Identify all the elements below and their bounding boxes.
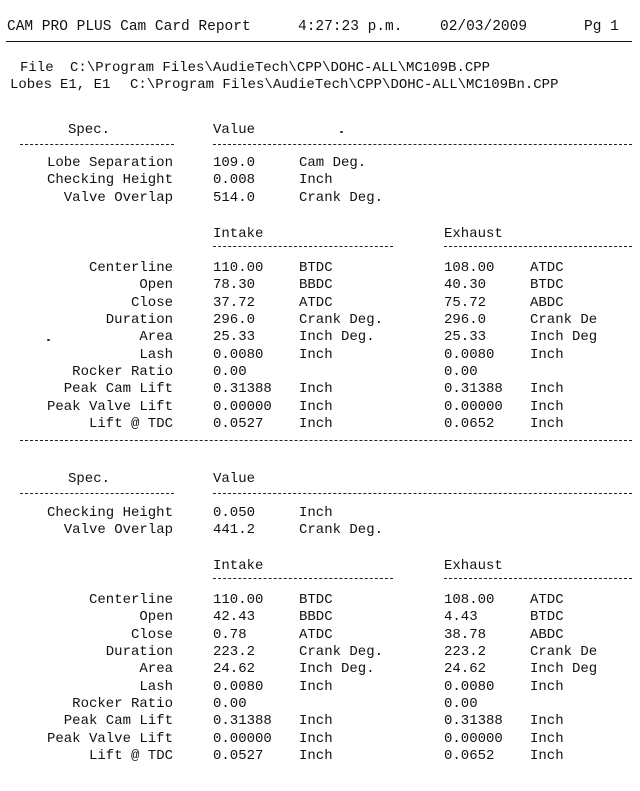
report-time: 4:27:23 p.m. (298, 19, 403, 35)
intake-unit: BTDC (299, 592, 333, 608)
intake-unit: Inch (299, 381, 333, 398)
report-date: 02/03/2009 (440, 19, 528, 35)
param-label: Duration (105, 312, 173, 329)
spec-label: Checking Height (46, 505, 173, 521)
param-label: Duration (105, 644, 173, 661)
lobes-label: Lobes (10, 77, 53, 93)
exhaust-unit: Inch (530, 416, 564, 433)
param-label: Rocker Ratio (72, 364, 173, 381)
intake-unit: Inch (299, 346, 333, 363)
exhaust-unit: Inch (530, 730, 564, 747)
intake-value: 0.0527 (213, 748, 264, 765)
param-label: Lift @ TDC (88, 416, 173, 433)
file-path: C:\Program Files\AudieTech\CPP\DOHC-ALL\MC109B.CPP (70, 60, 491, 76)
section-end-rule (20, 440, 632, 441)
intake-header: Intake (213, 558, 264, 574)
exhaust-value: 0.31388 (444, 381, 503, 398)
param-label: Open (139, 609, 173, 626)
exhaust-value: 38.78 (444, 626, 487, 643)
header-rule (6, 41, 632, 42)
exhaust-value: 0.00 (444, 696, 478, 713)
param-label: Peak Valve Lift (46, 730, 173, 747)
exhaust-value: 24.62 (444, 661, 487, 678)
exhaust-value: 75.72 (444, 294, 487, 311)
spec-unit: Crank Deg. (299, 522, 384, 539)
intake-value: 0.31388 (213, 381, 272, 398)
intake-unit: ATDC (299, 626, 333, 643)
exhaust-value: 0.0080 (444, 346, 495, 363)
intake-value: 0.0080 (213, 346, 264, 363)
param-label: Centerline (88, 592, 173, 608)
exhaust-value: 0.0652 (444, 416, 495, 433)
exhaust-header: Exhaust (444, 226, 503, 242)
intake-value: 0.00000 (213, 730, 272, 747)
exhaust-value: 0.00 (444, 364, 478, 381)
spec-label: Valve Overlap (63, 189, 173, 206)
exhaust-unit: BTDC (530, 609, 564, 626)
exhaust-value: 0.00000 (444, 730, 503, 747)
spec-unit: Inch (299, 505, 333, 521)
intake-underline (213, 246, 393, 247)
intake-value: 296.0 (213, 312, 256, 329)
exhaust-value: 0.0080 (444, 678, 495, 695)
spec-value: 0.050 (213, 505, 256, 521)
intake-unit: BTDC (299, 260, 333, 276)
exhaust-unit: ABDC (530, 626, 564, 643)
exhaust-value: 0.00000 (444, 398, 503, 415)
spec-unit: Inch (299, 172, 333, 189)
intake-value: 0.0080 (213, 678, 264, 695)
param-label: Peak Cam Lift (63, 381, 173, 398)
spec-header: Spec. (68, 122, 111, 138)
intake-unit: Inch (299, 416, 333, 433)
spec-unit: Crank Deg. (299, 189, 384, 206)
exhaust-underline (444, 246, 632, 247)
value-header: Value (213, 471, 256, 487)
param-label: Open (139, 277, 173, 294)
exhaust-unit: Inch (530, 398, 564, 415)
intake-value: 0.0527 (213, 416, 264, 433)
intake-unit: Inch (299, 748, 333, 765)
intake-value: 0.00000 (213, 398, 272, 415)
spec-value: 514.0 (213, 189, 256, 206)
intake-value: 0.00 (213, 696, 247, 713)
value-underline (213, 493, 632, 494)
exhaust-underline (444, 578, 632, 579)
intake-value: 37.72 (213, 294, 256, 311)
intake-unit: Crank Deg. (299, 644, 384, 661)
spec-value: 0.008 (213, 172, 256, 189)
exhaust-unit: ATDC (530, 260, 564, 276)
intake-unit: Inch Deg. (299, 329, 375, 346)
intake-value: 223.2 (213, 644, 256, 661)
intake-value: 78.30 (213, 277, 256, 294)
intake-value: 0.31388 (213, 713, 272, 730)
param-label: Close (130, 294, 173, 311)
param-label: Centerline (88, 260, 173, 276)
scan-speck (340, 131, 343, 133)
spec-label: Checking Height (46, 172, 173, 189)
exhaust-value: 0.31388 (444, 713, 503, 730)
lobes-path: C:\Program Files\AudieTech\CPP\DOHC-ALL\MC109Bn.CPP (130, 77, 559, 93)
intake-underline (213, 578, 393, 579)
exhaust-unit: Inch Deg (530, 329, 598, 346)
intake-unit: Inch (299, 398, 333, 415)
intake-unit: BBDC (299, 609, 333, 626)
exhaust-value: 223.2 (444, 644, 487, 661)
lobes-value: E1, E1 (60, 77, 111, 93)
param-label: Peak Valve Lift (46, 398, 173, 415)
file-label: File (20, 60, 54, 76)
intake-unit: ATDC (299, 294, 333, 311)
param-label: Close (130, 626, 173, 643)
intake-value: 25.33 (213, 329, 256, 346)
value-header: Value (213, 122, 256, 138)
intake-unit: Crank Deg. (299, 312, 384, 329)
intake-value: 0.78 (213, 626, 247, 643)
exhaust-unit: Inch (530, 748, 564, 765)
intake-header: Intake (213, 226, 264, 242)
param-label: Rocker Ratio (72, 696, 173, 713)
intake-value: 0.00 (213, 364, 247, 381)
exhaust-value: 0.0652 (444, 748, 495, 765)
exhaust-unit: ABDC (530, 294, 564, 311)
intake-value: 110.00 (213, 260, 264, 276)
spec-label: Valve Overlap (63, 522, 173, 539)
param-label: Peak Cam Lift (63, 713, 173, 730)
exhaust-unit: Inch (530, 381, 564, 398)
exhaust-unit: Crank De (530, 312, 598, 329)
value-underline (213, 144, 632, 145)
intake-unit: Inch (299, 730, 333, 747)
spec-header: Spec. (68, 471, 111, 487)
exhaust-unit: Inch Deg (530, 661, 598, 678)
spec-label: Lobe Separation (46, 155, 173, 171)
exhaust-value: 40.30 (444, 277, 487, 294)
param-label: Lash (139, 346, 173, 363)
spec-value: 441.2 (213, 522, 256, 539)
spec-unit: Cam Deg. (299, 155, 367, 171)
param-label: Area (139, 661, 173, 678)
exhaust-value: 4.43 (444, 609, 478, 626)
param-label: Lash (139, 678, 173, 695)
exhaust-unit: Inch (530, 713, 564, 730)
intake-unit: Inch Deg. (299, 661, 375, 678)
intake-unit: BBDC (299, 277, 333, 294)
intake-unit: Inch (299, 713, 333, 730)
exhaust-unit: Inch (530, 346, 564, 363)
param-label: Area (139, 329, 173, 346)
page-number: Pg 1 (584, 19, 619, 35)
param-label: Lift @ TDC (88, 748, 173, 765)
exhaust-header: Exhaust (444, 558, 503, 574)
exhaust-unit: BTDC (530, 277, 564, 294)
exhaust-value: 25.33 (444, 329, 487, 346)
spec-underline (20, 493, 174, 494)
exhaust-unit: Inch (530, 678, 564, 695)
report-title: CAM PRO PLUS Cam Card Report (7, 19, 251, 35)
exhaust-value: 108.00 (444, 592, 495, 608)
intake-value: 110.00 (213, 592, 264, 608)
spec-underline (20, 144, 174, 145)
exhaust-unit: Crank De (530, 644, 598, 661)
exhaust-value: 108.00 (444, 260, 495, 276)
intake-unit: Inch (299, 678, 333, 695)
exhaust-value: 296.0 (444, 312, 487, 329)
spec-value: 109.0 (213, 155, 256, 171)
intake-value: 42.43 (213, 609, 256, 626)
intake-value: 24.62 (213, 661, 256, 678)
exhaust-unit: ATDC (530, 592, 564, 608)
